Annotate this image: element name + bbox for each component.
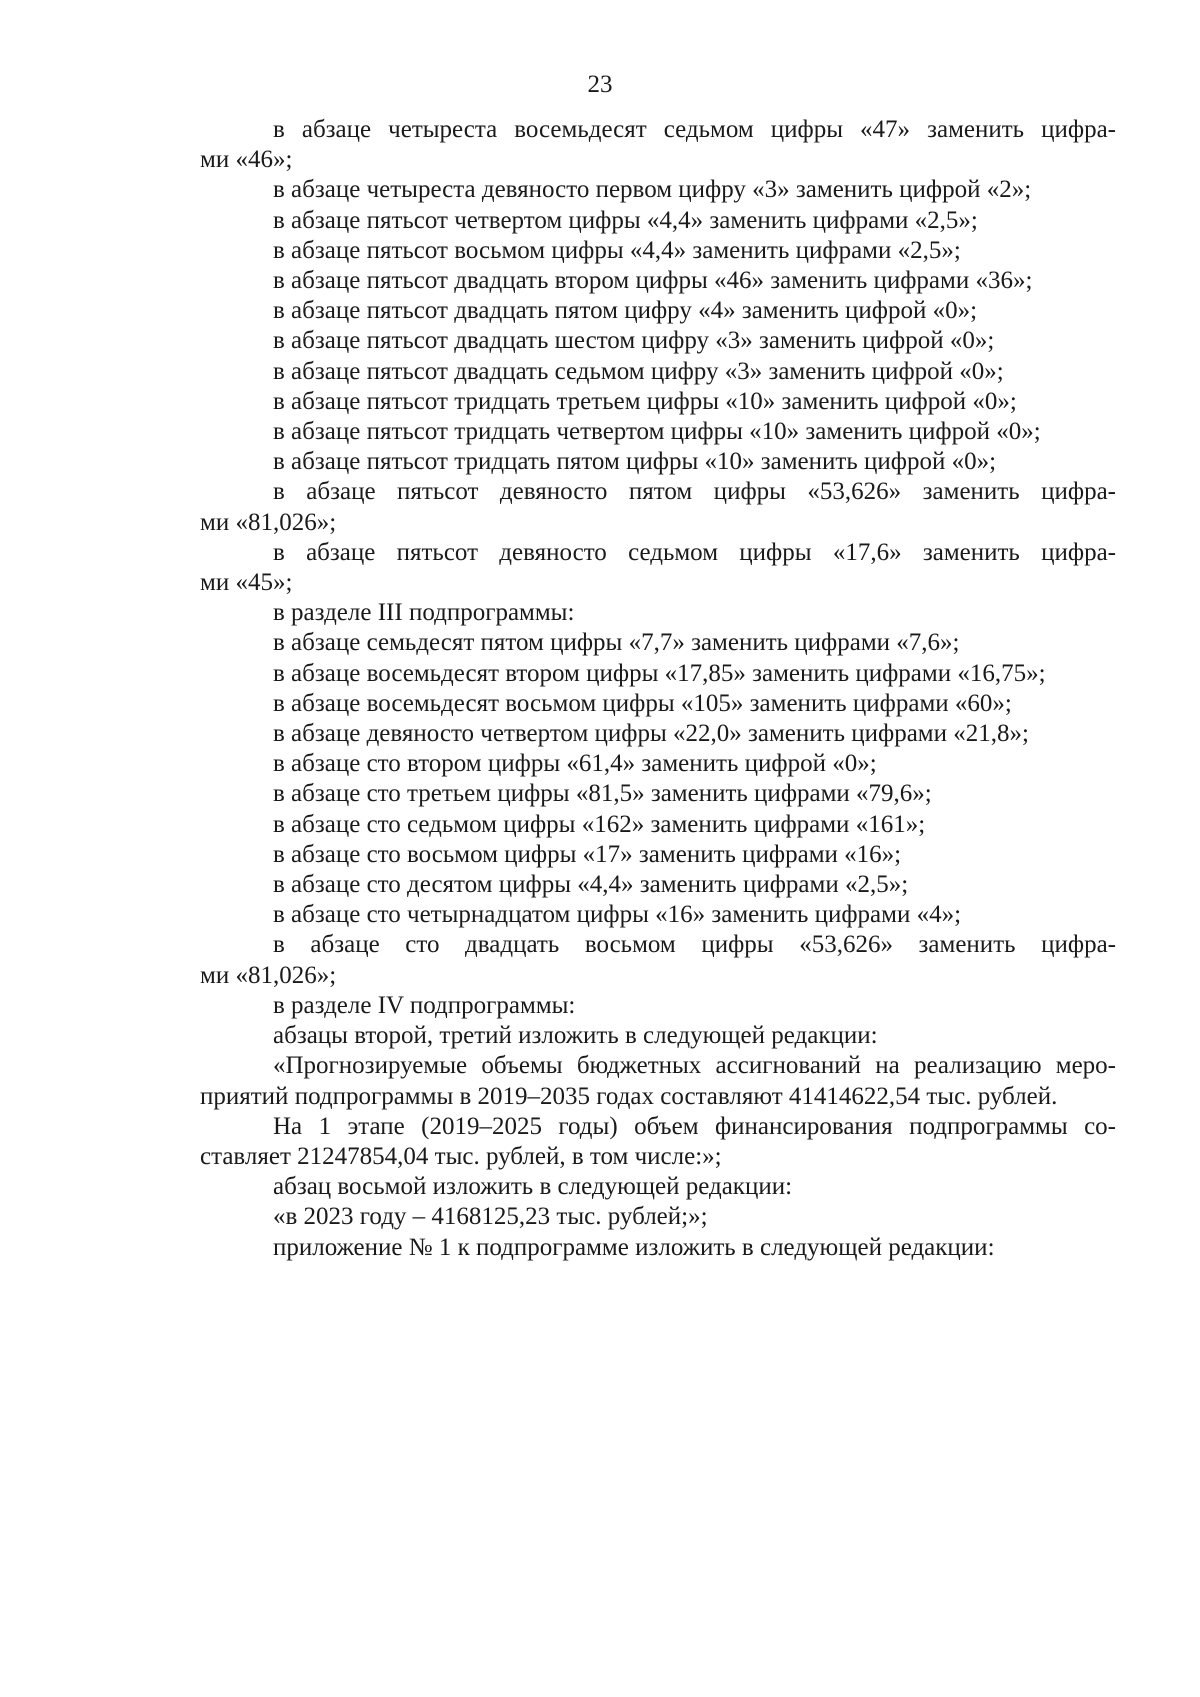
paragraph: в абзаце пятьсот тридцать четвертом цифры «10» заменить цифрой «0»; [273,418,1041,446]
paragraph [200,538,1116,598]
paragraph-line: в абзаце четыреста восемьдесят седьмом цифры «47» заменить цифра- [273,116,1116,143]
paragraph-line: На 1 этапе (2019–2025 годы) объем финансирования подпрограммы со- [273,1112,1116,1140]
paragraph: в абзаце пятьсот тридцать третьем цифры «10» заменить цифрой «0»; [273,387,1017,415]
paragraph: в абзаце сто седьмом цифры «162» заменить цифрами «161»; [273,810,926,838]
paragraph: в абзаце сто втором цифры «61,4» заменить цифрой «0»; [273,750,877,778]
paragraph [200,115,1116,175]
paragraph: приложение № 1 к подпрограмме изложить в следующей редакции: [273,1233,995,1261]
paragraph-line-continuation: ми «81,026»; [200,508,337,536]
paragraph: в абзаце сто четырнадцатом цифры «16» заменить цифрами «4»; [273,901,962,929]
paragraph [200,930,1116,990]
paragraph: в абзаце пятьсот двадцать втором цифры «46» заменить цифрами «36»; [273,267,1033,295]
paragraph: абзац восьмой изложить в следующей редакции: [273,1173,793,1201]
paragraph: в абзаце пятьсот двадцать пятом цифру «4» заменить цифрой «0»; [273,297,978,325]
paragraph: в абзаце сто восьмом цифры «17» заменить цифрами «16»; [273,840,902,868]
paragraph [200,1051,1116,1111]
paragraph-line-continuation: ми «45»; [200,569,293,597]
paragraph: в разделе III подпрограммы: [273,599,575,627]
paragraph: в абзаце восемьдесят восьмом цифры «105» заменить цифрами «60»; [273,689,1012,717]
paragraph: в абзаце пятьсот двадцать седьмом цифру «3» заменить цифрой «0»; [273,357,1004,385]
paragraph: в абзаце пятьсот двадцать шестом цифру «3» заменить цифрой «0»; [273,327,995,355]
paragraph: в абзаце сто десятом цифры «4,4» заменить цифрами «2,5»; [273,871,909,899]
paragraph-line: в абзаце пятьсот девяносто седьмом цифры «17,6» заменить цифра- [273,538,1116,566]
paragraph-line: «Прогнозируемые объемы бюджетных ассигнований на реализацию меро- [273,1052,1116,1080]
paragraph: в абзаце сто третьем цифры «81,5» заменить цифрами «79,6»; [273,780,932,808]
page-number: 23 [587,71,613,98]
paragraph: в абзаце пятьсот четвертом цифры «4,4» заменить цифрами «2,5»; [273,206,978,234]
paragraph: в разделе IV подпрограммы: [273,991,576,1019]
paragraph-line: в абзаце пятьсот девяносто пятом цифры «53,626» заменить цифра- [273,478,1116,506]
paragraph-line: в абзаце сто двадцать восьмом цифры «53,626» заменить цифра- [273,931,1116,959]
paragraph: в абзаце пятьсот тридцать пятом цифры «10» заменить цифрой «0»; [273,448,997,476]
paragraph-line-continuation: приятий подпрограммы в 2019–2035 годах составляют 41414622,54 тыс. рублей. [200,1082,1058,1110]
paragraph-line-continuation: ставляет 21247854,04 тыс. рублей, в том числе:»; [200,1142,722,1170]
document-body [200,115,1116,1263]
paragraph: в абзаце восемьдесят втором цифры «17,85» заменить цифрами «16,75»; [273,659,1046,687]
paragraph [200,477,1116,537]
paragraph: в абзаце девяносто четвертом цифры «22,0» заменить цифрами «21,8»; [273,720,1029,748]
paragraph: в абзаце семьдесят пятом цифры «7,7» заменить цифрами «7,6»; [273,629,960,657]
paragraph [200,1112,1116,1172]
paragraph: в абзаце пятьсот восьмом цифры «4,4» заменить цифрами «2,5»; [273,236,961,264]
paragraph-line-continuation: ми «46»; [200,146,293,174]
paragraph: абзацы второй, третий изложить в следующей редакции: [273,1022,878,1050]
paragraph: в абзаце четыреста девяносто первом цифру «3» заменить цифрой «2»; [273,176,1032,204]
paragraph-line-continuation: ми «81,026»; [200,961,337,989]
paragraph: «в 2023 году – 4168125,23 тыс. рублей;»; [273,1203,708,1231]
